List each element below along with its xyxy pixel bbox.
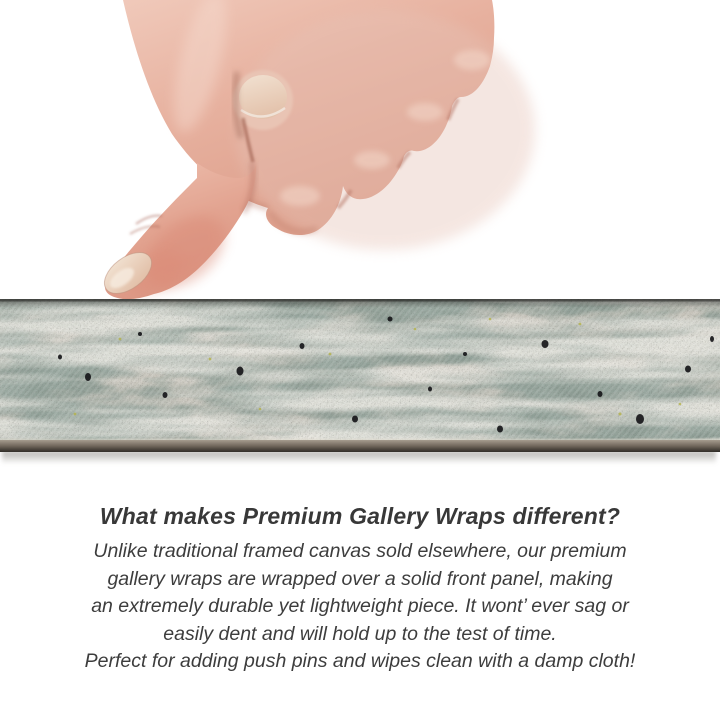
canvas-strip [0,299,720,452]
strip-shadow [2,451,716,464]
body-line-1: Unlike traditional framed canvas sold elsewhere, our premium [93,540,627,562]
body-line-5: Perfect for adding push pins and wipes clean with a damp cloth! [84,650,636,672]
hand-photo [0,0,720,310]
knuckle-highlight-3 [407,103,443,121]
knuckle-highlight-4 [454,50,490,70]
body-copy [0,538,720,676]
finger-tone-overlay [235,10,535,250]
headline: What makes Premium Gallery Wraps different? [99,503,621,529]
body-line-2: gallery wraps are wrapped over a solid front panel, making [107,567,613,590]
knuckle-highlight-1 [280,186,320,206]
caption-block [0,501,720,676]
body-line-3: an extremely durable yet lightweight piece. It wont’ ever sag or [91,595,629,617]
body-line-4: easily dent and will hold up to the test of time. [163,622,557,645]
knuckle-highlight-2 [354,151,390,169]
